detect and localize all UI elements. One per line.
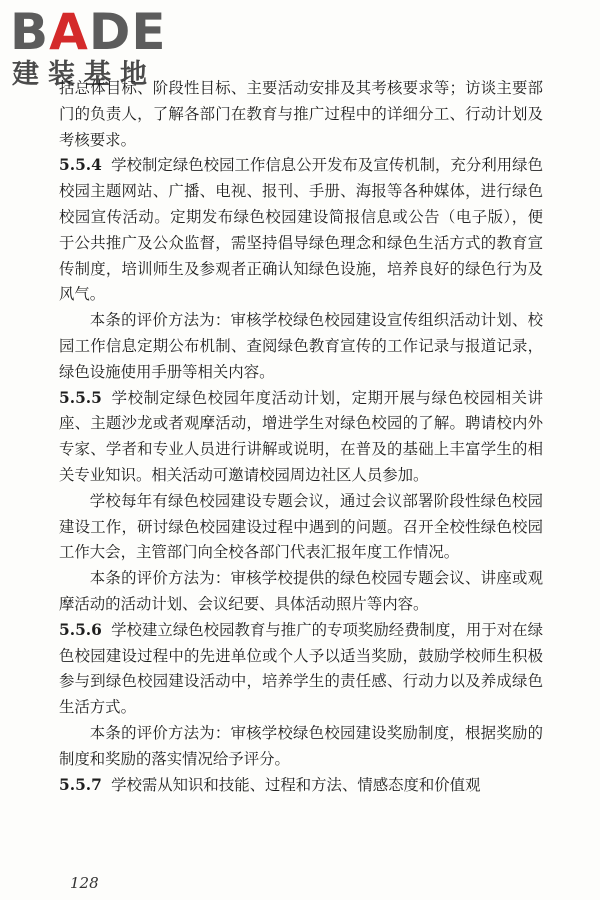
paragraph	[59, 489, 543, 566]
clause-number: 5.5.7	[59, 775, 102, 794]
clause-5-5-4	[59, 153, 543, 308]
clause-5-5-5	[59, 386, 543, 489]
paragraph-continued	[59, 76, 543, 153]
paragraph-text: 本条的评价方法为：审核学校提供的绿色校园专题会议、讲座或观摩活动的活动计划、会议纪要、具体活动照片等内容。	[59, 569, 543, 613]
clause-text: 学校制定绿色校园工作信息公开发布及宣传机制，充分利用绿色校园主题网站、广播、电视、报刊、手册、海报等各种媒体，进行绿色校园宣传活动。定期发布绿色校园建设简报信息或公告（电子版），便于公共推广及公众监督，需坚持倡导绿色理念和绿色生活方式的教育宣传制度，培训师生及参观者正确认知绿色设施，培养良好的绿色行为及风气。	[59, 156, 543, 304]
page-number: 128	[70, 874, 99, 892]
logo-wordmark	[10, 4, 167, 60]
logo-letter-b: B	[10, 3, 50, 61]
clause-number: 5.5.5	[59, 388, 102, 407]
logo-letters-de: DE	[88, 3, 167, 61]
clause-text: 学校建立绿色校园教育与推广的专项奖励经费制度，用于对在绿色校园建设过程中的先进单位或个人予以适当奖励，鼓励学校师生积极参与到绿色校园建设活动中，培养学生的责任感、行动力以及养成绿色生活方式。	[59, 620, 543, 717]
clause-number: 5.5.4	[59, 156, 102, 175]
clause-text: 学校需从知识和技能、过程和方法、情感态度和价值观	[111, 775, 481, 794]
paragraph-text: 学校每年有绿色校园建设专题会议，通过会议部署阶段性绿色校园建设工作，研讨绿色校园建设过程中遇到的问题。召开全校性绿色校园工作大会，主管部门向全校各部门代表汇报年度工作情况。	[59, 491, 543, 562]
clause-5-5-6	[59, 618, 543, 721]
logo-subtitle: 建装基地	[12, 59, 156, 90]
clause-number: 5.5.6	[59, 620, 102, 639]
paragraph-text: 括总体目标、阶段性目标、主要活动安排及其考核要求等；访谈主要部门的负责人，了解各部门在教育与推广过程中的详细分工、行动计划及考核要求。	[59, 79, 543, 149]
paragraph-text: 本条的评价方法为：审核学校绿色校园建设奖励制度，根据奖励的制度和奖励的落实情况给予评分。	[59, 723, 543, 768]
paragraph-text: 本条的评价方法为：审核学校绿色校园建设宣传组织活动计划、校园工作信息定期公布机制、查阅绿色教育宣传的工作记录与报道记录，绿色设施使用手册等相关内容。	[59, 311, 543, 381]
clause-5-5-7	[59, 773, 543, 799]
page-body	[59, 76, 543, 798]
evaluation-paragraph	[59, 721, 543, 773]
evaluation-paragraph	[59, 308, 543, 385]
clause-text: 学校制定绿色校园年度活动计划，定期开展与绿色校园相关讲座、主题沙龙或者观摩活动，增进学生对绿色校园的了解。聘请校内外专家、学者和专业人员进行讲解或说明，在普及的基础上丰富学生的相关专业知识。相关活动可邀请校园周边社区人员参加。	[59, 388, 543, 484]
evaluation-paragraph	[59, 566, 543, 618]
logo-letter-a: A	[49, 3, 89, 61]
